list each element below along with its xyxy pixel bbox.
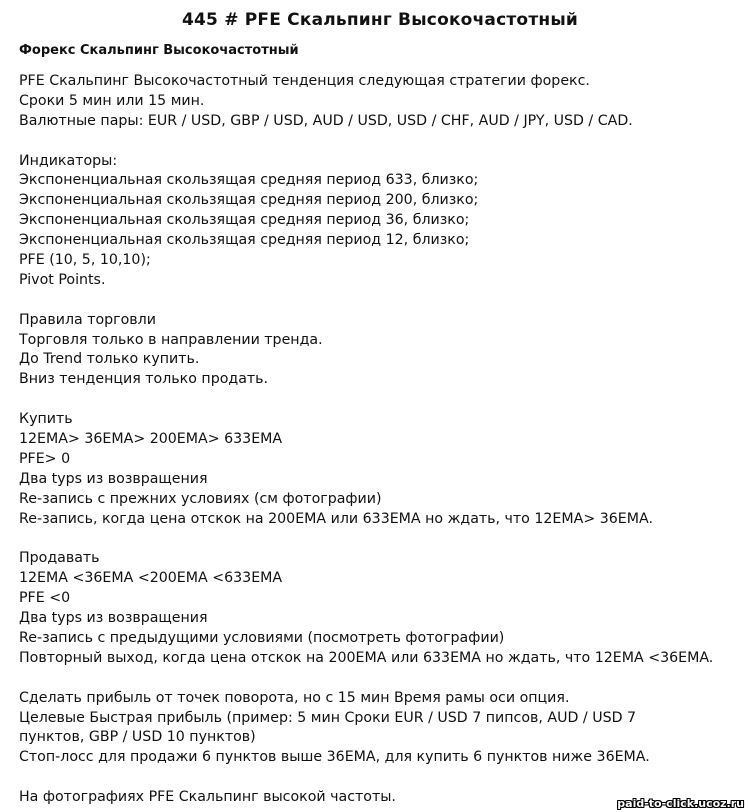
text-line: Стоп-лосс для продажи 6 пунктов выше 36EMA, для купить 6 пунктов ниже 36EMA. (19, 749, 650, 766)
section-heading-indicators: Индикаторы: (19, 152, 118, 169)
text-line: Два typs из возвращения (19, 610, 208, 627)
text-line: Экспоненциальная скользящая средняя период 36, близко; (19, 212, 470, 229)
text-line: Вниз тенденция только продать. (19, 371, 269, 388)
section-heading-rules: Правила торговли (19, 311, 156, 328)
text-line: Целевые Быстрая прибыль (пример: 5 мин Сроки EUR / USD 7 пипсов, AUD / USD 7 (19, 709, 637, 726)
page-title: 445 # PFE Скальпинг Высокочастотный (182, 10, 578, 30)
text-line: Экспоненциальная скользящая средняя период 12, близко; (19, 232, 470, 249)
text-line: Сроки 5 мин или 15 мин. (19, 92, 205, 109)
text-line: Экспоненциальная скользящая средняя период 633, близко; (19, 172, 479, 189)
text-line: Re-запись с прежних условиях (см фотографии) (19, 490, 382, 507)
paragraph-gap (19, 132, 747, 152)
text-line: До Trend только купить. (19, 351, 200, 368)
section-heading-buy: Купить (19, 411, 73, 428)
text-line: Re-запись, когда цена отскок на 200EMA или 633EMA но ждать, что 12EMA> 36EMA. (19, 510, 653, 527)
page-subtitle: Форекс Скальпинг Высокочастотный (19, 43, 299, 58)
paragraph-gap (19, 291, 747, 311)
text-line: 12EMA <36EMA <200EMA <633EMA (19, 570, 283, 587)
section-heading-sell: Продавать (19, 550, 100, 567)
text-line: Торговля только в направлении тренда. (19, 331, 323, 348)
text-line: На фотографиях PFE Скальпинг высокой частоты. (19, 789, 396, 806)
text-line: Сделать прибыль от точек поворота, но с 15 мин Время рамы оси опция. (19, 689, 570, 706)
paragraph-gap (19, 768, 747, 788)
text-line: PFE <0 (19, 590, 71, 607)
site-watermark: paid-to-click.ucoz.ru (617, 797, 744, 810)
text-line: Pivot Points. (19, 271, 106, 288)
paragraph-gap (19, 669, 747, 689)
text-line: Валютные пары: EUR / USD, GBP / USD, AUD / USD, USD / CHF, AUD / JPY, USD / CAD. (19, 112, 633, 129)
text-line: PFE (10, 5, 10,10); (19, 252, 151, 269)
paragraph-gap (19, 529, 747, 549)
text-line: Два typs из возвращения (19, 470, 208, 487)
article-body (19, 72, 747, 808)
text-line: Re-запись с предыдущими условиями (посмотреть фотографии) (19, 629, 505, 646)
text-line: PFE> 0 (19, 450, 71, 467)
text-line: Повторный выход, когда цена отскок на 200EMA или 633EMA но ждать, что 12EMA <36EMA. (19, 649, 714, 666)
text-line: 12EMA> 36EMA> 200EMA> 633EMA (19, 431, 283, 448)
paragraph-gap (19, 390, 747, 410)
text-line: пунктов, GBP / USD 10 пунктов) (19, 729, 256, 746)
text-line: Экспоненциальная скользящая средняя период 200, близко; (19, 192, 479, 209)
text-line: PFE Скальпинг Высокочастотный тенденция следующая стратегии форекс. (19, 73, 590, 89)
